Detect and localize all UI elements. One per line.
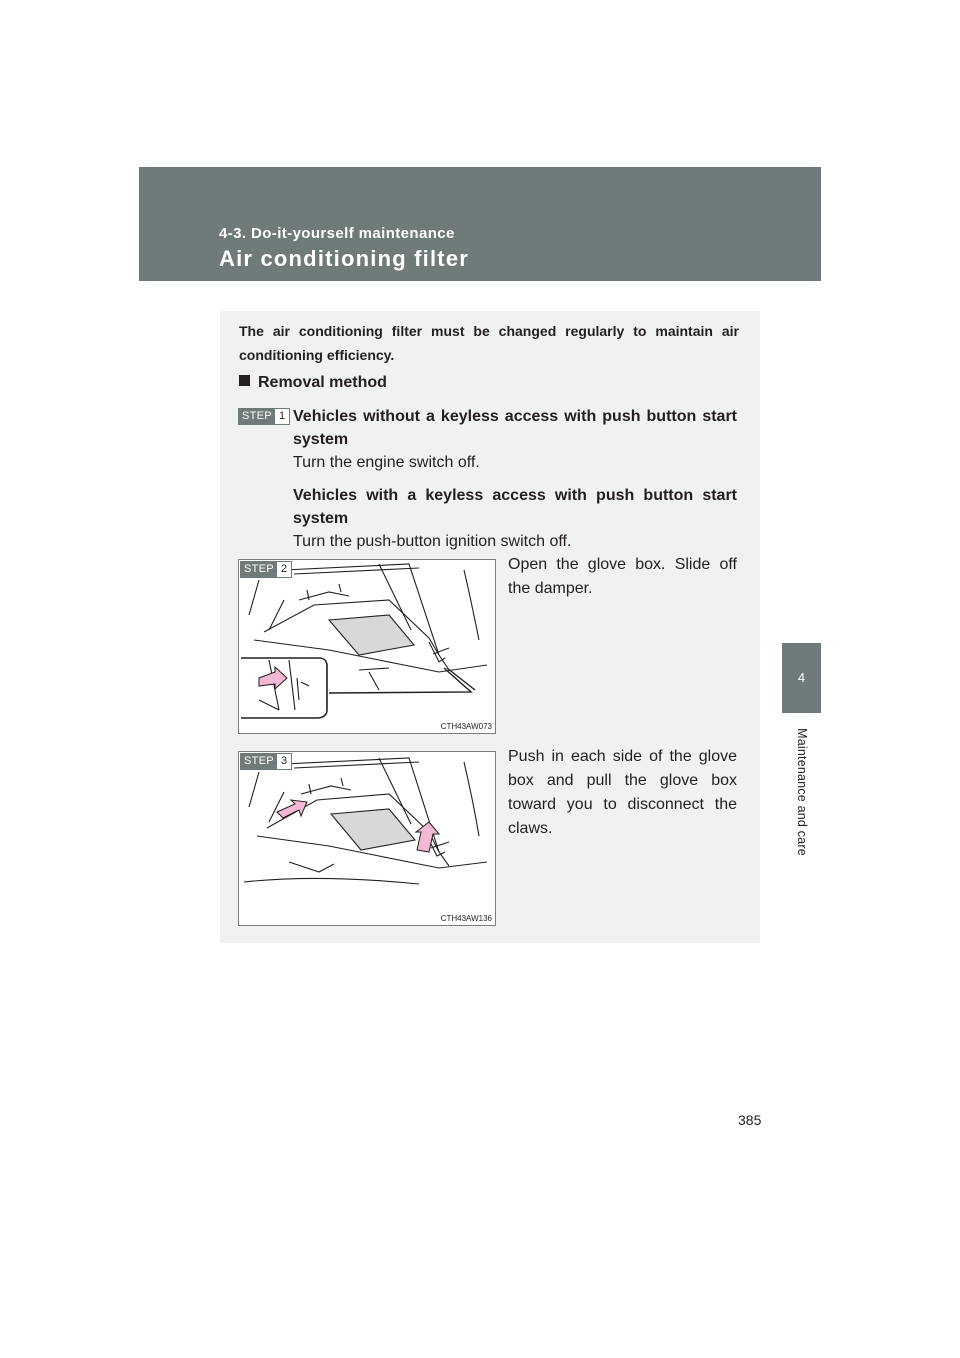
step-2-tag xyxy=(240,561,292,578)
page-title: Air conditioning filter xyxy=(219,246,470,271)
step-1-instruction-2: Turn the push-button ignition switch off. xyxy=(293,533,572,550)
step-number: 2 xyxy=(280,563,288,575)
step-2-figure xyxy=(238,559,496,734)
step-3-figure xyxy=(238,751,496,926)
glove-box-illustration xyxy=(239,560,495,733)
square-bullet-icon xyxy=(239,375,250,386)
intro-text: The air conditioning filter must be changed regularly to maintain air conditioning efficiency. xyxy=(239,323,739,363)
chapter-label: Maintenance and care xyxy=(795,728,809,856)
step-2-text: Open the glove box. Slide off the damper. xyxy=(508,556,737,597)
step-1-content xyxy=(293,405,737,553)
step-3-tag xyxy=(240,753,292,770)
step-number: 1 xyxy=(278,410,286,422)
step-1-condition-1: Vehicles without a keyless access with push button start system xyxy=(293,408,737,448)
step-1-instruction-1: Turn the engine switch off. xyxy=(293,454,480,471)
step-number: 3 xyxy=(280,755,288,767)
subheading-text: Removal method xyxy=(258,374,387,391)
section-title: 4-3. Do-it-yourself maintenance xyxy=(219,225,455,242)
arrow-icon xyxy=(259,667,287,689)
step-3-text: Push in each side of the glove box and pull the glove box toward you to disconnect the claws. xyxy=(508,748,737,837)
arrow-icon xyxy=(277,800,307,818)
step-1-tag xyxy=(238,408,290,425)
chapter-tab[interactable]: 4 xyxy=(782,643,821,713)
figure-code: CTH43AW136 xyxy=(440,914,492,923)
figure-code: CTH43AW073 xyxy=(440,722,492,731)
step-1-condition-2: Vehicles with a keyless access with push button start system xyxy=(293,487,737,527)
step-label: STEP xyxy=(241,754,277,769)
glove-box-illustration xyxy=(239,752,495,925)
subheading xyxy=(239,374,387,392)
page-header xyxy=(139,167,821,281)
content-panel xyxy=(220,311,760,943)
page-number: 385 xyxy=(738,1112,762,1128)
arrow-icon xyxy=(416,822,439,852)
step-label: STEP xyxy=(239,409,275,424)
step-label: STEP xyxy=(241,562,277,577)
